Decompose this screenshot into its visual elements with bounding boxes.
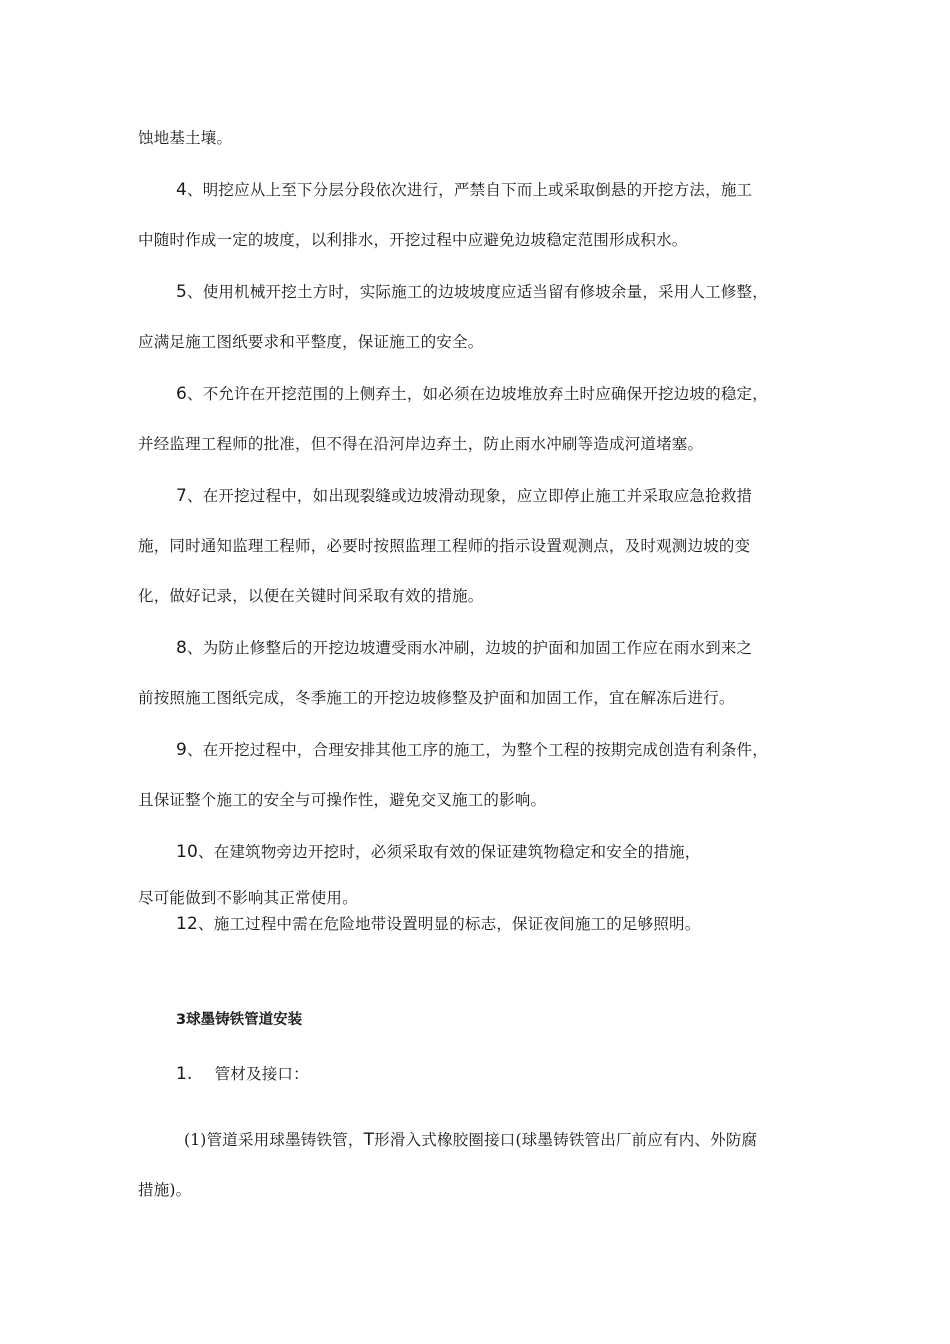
list-item-6-line-2 xyxy=(138,434,703,454)
list-item-7-line-2 xyxy=(138,536,750,556)
item-number: 12 xyxy=(176,914,199,934)
text-line: 、明挖应从上至下分层分段依次进行，严禁自下而上或采取倒悬的开挖方法，施工 xyxy=(187,181,753,199)
text-line: 管材及接口： xyxy=(214,1065,309,1083)
text-line: 、使用机械开挖土方时，实际施工的边坡坡度应适当留有修坡余量，采用人工修整， xyxy=(187,283,768,301)
list-item-4-line-2 xyxy=(138,230,688,250)
t-letter: T xyxy=(363,1130,375,1150)
text-line: 前按照施工图纸完成，冬季施工的开挖边坡修整及护面和加固工作，宜在解冻后进行。 xyxy=(138,689,735,707)
list-item-10-line-2 xyxy=(138,888,358,908)
list-item-6-line-1 xyxy=(176,384,768,404)
item-number: 1. xyxy=(176,1064,193,1084)
text-line: 化，做好记录，以便在关键时间采取有效的措施。 xyxy=(138,587,484,605)
text-line: 、在建筑物旁边开挖时，必须采取有效的保证建筑物稳定和安全的措施， xyxy=(198,843,701,861)
text-line: 应满足施工图纸要求和平整度，保证施工的安全。 xyxy=(138,333,484,351)
item-number: 7 xyxy=(176,486,188,506)
section-subitem-1-line-2 xyxy=(138,1180,191,1200)
text-line: 中随时作成一定的坡度，以利排水，开挖过程中应避免边坡稳定范围形成积水。 xyxy=(138,231,688,249)
list-item-5-line-1 xyxy=(176,282,768,302)
text-line: 、在开挖过程中，合理安排其他工序的施工，为整个工程的按期完成创造有利条件， xyxy=(187,741,768,759)
section-item-1 xyxy=(176,1064,309,1084)
item-number: 4 xyxy=(176,180,188,200)
section-heading: 3球墨铸铁管道安装 xyxy=(176,1012,303,1028)
text-line: 、为防止修整后的开挖边坡遭受雨水冲刷，边坡的护面和加固工作应在雨水到来之 xyxy=(187,639,753,657)
item-number: 8 xyxy=(176,638,188,658)
list-item-8-line-1 xyxy=(176,638,752,658)
text-line: 、施工过程中需在危险地带设置明显的标志，保证夜间施工的足够照明。 xyxy=(198,915,701,933)
text-line: 且保证整个施工的安全与可操作性，避免交叉施工的影响。 xyxy=(138,791,547,809)
list-item-7-line-1 xyxy=(176,486,752,506)
list-item-4-line-1 xyxy=(176,180,752,200)
text-line: 施，同时通知监理工程师，必要时按照监理工程师的指示设置观测点，及时观测边坡的变 xyxy=(138,537,751,555)
text-line: 管道采用球墨铸铁管， xyxy=(206,1131,364,1149)
list-item-5-line-2 xyxy=(138,332,483,352)
item-number: 9 xyxy=(176,740,188,760)
item-number: 6 xyxy=(176,384,188,404)
list-item-9-line-2 xyxy=(138,790,546,810)
text-line: 形滑入式橡胶圈接口(球墨铸铁管出厂前应有内、外防腐 xyxy=(374,1131,758,1149)
list-item-7-line-3 xyxy=(138,586,483,606)
item-number: 10 xyxy=(176,842,199,862)
text-line: 、不允许在开挖范围的上侧弃土，如必须在边坡堆放弃土时应确保开挖边坡的稳定， xyxy=(187,385,768,403)
text-line: 措施)。 xyxy=(138,1181,192,1199)
text-line: 、在开挖过程中，如出现裂缝或边坡滑动现象，应立即停止施工并采取应急抢救措 xyxy=(187,487,753,505)
list-item-10-line-1 xyxy=(176,842,700,862)
list-item-9-line-1 xyxy=(176,740,768,760)
item-number: 5 xyxy=(176,282,188,302)
paragraph-continuation xyxy=(138,128,232,148)
list-item-8-line-2 xyxy=(138,688,735,708)
subitem-number: (1) xyxy=(184,1131,207,1149)
text-line: 蚀地基土壤。 xyxy=(138,129,233,147)
text-line: 并经监理工程师的批准，但不得在沿河岸边弃土，防止雨水冲刷等造成河道堵塞。 xyxy=(138,435,704,453)
section-subitem-1-line-1 xyxy=(184,1130,757,1150)
list-item-12-line-1 xyxy=(176,914,700,934)
text-line: 尽可能做到不影响其正常使用。 xyxy=(138,889,358,907)
